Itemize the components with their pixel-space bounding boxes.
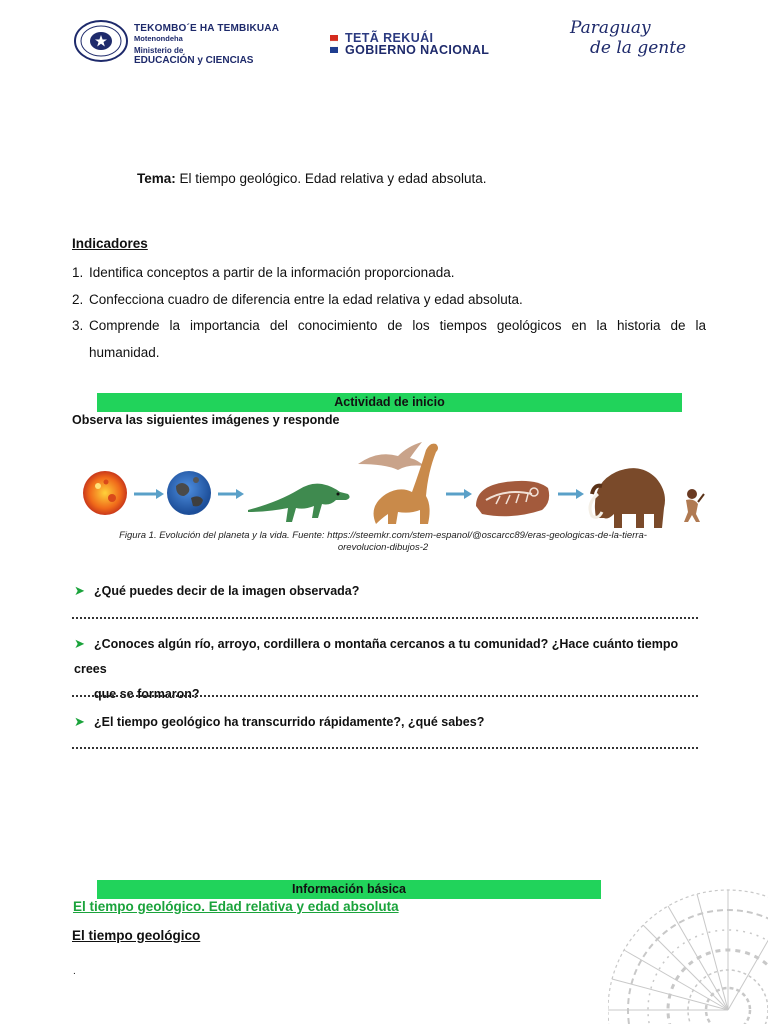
brand-line-1: Paraguay bbox=[570, 18, 651, 38]
basic-info-link-title[interactable]: El tiempo geológico. Edad relativa y edad absoluta bbox=[73, 899, 399, 914]
activity-section-bar: Actividad de inicio bbox=[97, 393, 682, 412]
ministry-line-1: TEKOMBO´E HA TEMBIKUAA bbox=[134, 23, 280, 34]
question-item bbox=[74, 709, 700, 735]
brand-line-2: de la gente bbox=[590, 38, 687, 58]
question-text: ¿Conoces algún río, arroyo, cordillera o montaña cercanos a tu comunidad? ¿Hace cuánto tiempo crees bbox=[74, 637, 679, 676]
government-line-2: GOBIERNO NACIONAL bbox=[345, 43, 490, 57]
indicator-text: Comprende la importancia del conocimiento de los tiempos geológicos en la historia de la bbox=[89, 318, 706, 333]
arrow-right-icon bbox=[558, 489, 584, 499]
question-text-continuation: que se formaron? bbox=[94, 687, 200, 701]
ministry-line-3: Ministerio de bbox=[134, 46, 184, 55]
activity-instruction: Observa las siguientes imágenes y responde bbox=[72, 413, 340, 427]
caveman-icon bbox=[684, 489, 704, 522]
indicators-list bbox=[72, 260, 706, 366]
indicator-text-continuation: humanidad. bbox=[89, 344, 160, 360]
indicator-item bbox=[72, 260, 706, 287]
ministry-seal-icon bbox=[74, 20, 128, 62]
arrow-right-icon bbox=[446, 489, 472, 499]
answer-line[interactable] bbox=[72, 616, 698, 619]
arrow-bullet-icon: ➤ bbox=[74, 636, 85, 651]
question-text: ¿El tiempo geológico ha transcurrido rápidamente?, ¿qué sabes? bbox=[94, 715, 485, 729]
figure-caption-line-1: Figura 1. Evolución del planeta y la vida. Fuente: https://steemkr.com/stem-espanol/@oscarcc89/eras-geologicas-de-la-tierra- bbox=[119, 530, 647, 541]
government-line-1: TETÃ REKUÁI bbox=[345, 31, 434, 45]
basic-info-section-bar: Información básica bbox=[97, 880, 601, 899]
answer-line[interactable] bbox=[72, 746, 698, 749]
indicator-text: Confecciona cuadro de diferencia entre la edad relativa y edad absoluta. bbox=[89, 291, 523, 307]
figure-caption bbox=[80, 530, 686, 554]
brand-logo bbox=[570, 18, 686, 58]
arrow-right-icon bbox=[134, 489, 164, 499]
answer-line[interactable] bbox=[72, 694, 698, 697]
dinosaur-icon bbox=[248, 484, 350, 522]
mammoth-icon bbox=[590, 468, 665, 528]
geologic-time-subtitle: El tiempo geológico bbox=[72, 928, 201, 943]
arrow-bullet-icon: ➤ bbox=[74, 714, 85, 729]
topic-label: Tema: bbox=[137, 171, 176, 186]
pterodactyl-icon bbox=[358, 442, 424, 470]
topic-line bbox=[137, 171, 486, 186]
question-item bbox=[74, 578, 700, 604]
indicator-item bbox=[72, 313, 706, 340]
arrow-bullet-icon: ➤ bbox=[74, 583, 85, 598]
indicator-number: 3. bbox=[72, 318, 84, 333]
indicator-number: 1. bbox=[72, 265, 84, 280]
evolution-figure bbox=[76, 438, 706, 530]
indicator-text: Identifica conceptos a partir de la información proporcionada. bbox=[89, 265, 455, 280]
question-text: ¿Qué puedes decir de la imagen observada? bbox=[94, 584, 360, 598]
early-earth-icon bbox=[167, 471, 211, 515]
lace-ornament-icon bbox=[608, 880, 768, 1024]
indicators-heading: Indicadores bbox=[72, 236, 148, 251]
indicator-number: 2. bbox=[72, 291, 84, 307]
ministry-line-2: Motenondeha bbox=[134, 34, 183, 43]
stray-mark: . bbox=[73, 966, 76, 977]
ministry-logo-text bbox=[134, 24, 304, 66]
topic-text: El tiempo geológico. Edad relativa y edad absoluta. bbox=[175, 171, 487, 186]
flag-icon bbox=[330, 35, 338, 53]
fossil-icon bbox=[476, 481, 549, 516]
molten-planet-icon bbox=[83, 471, 127, 515]
arrow-right-icon bbox=[218, 489, 244, 499]
figure-caption-line-2: orevolucion-dibujos-2 bbox=[337, 542, 429, 553]
government-logo-text bbox=[345, 32, 489, 56]
ministry-line-4: EDUCACIÓN y CIENCIAS bbox=[134, 55, 254, 66]
indicator-item bbox=[72, 287, 706, 314]
